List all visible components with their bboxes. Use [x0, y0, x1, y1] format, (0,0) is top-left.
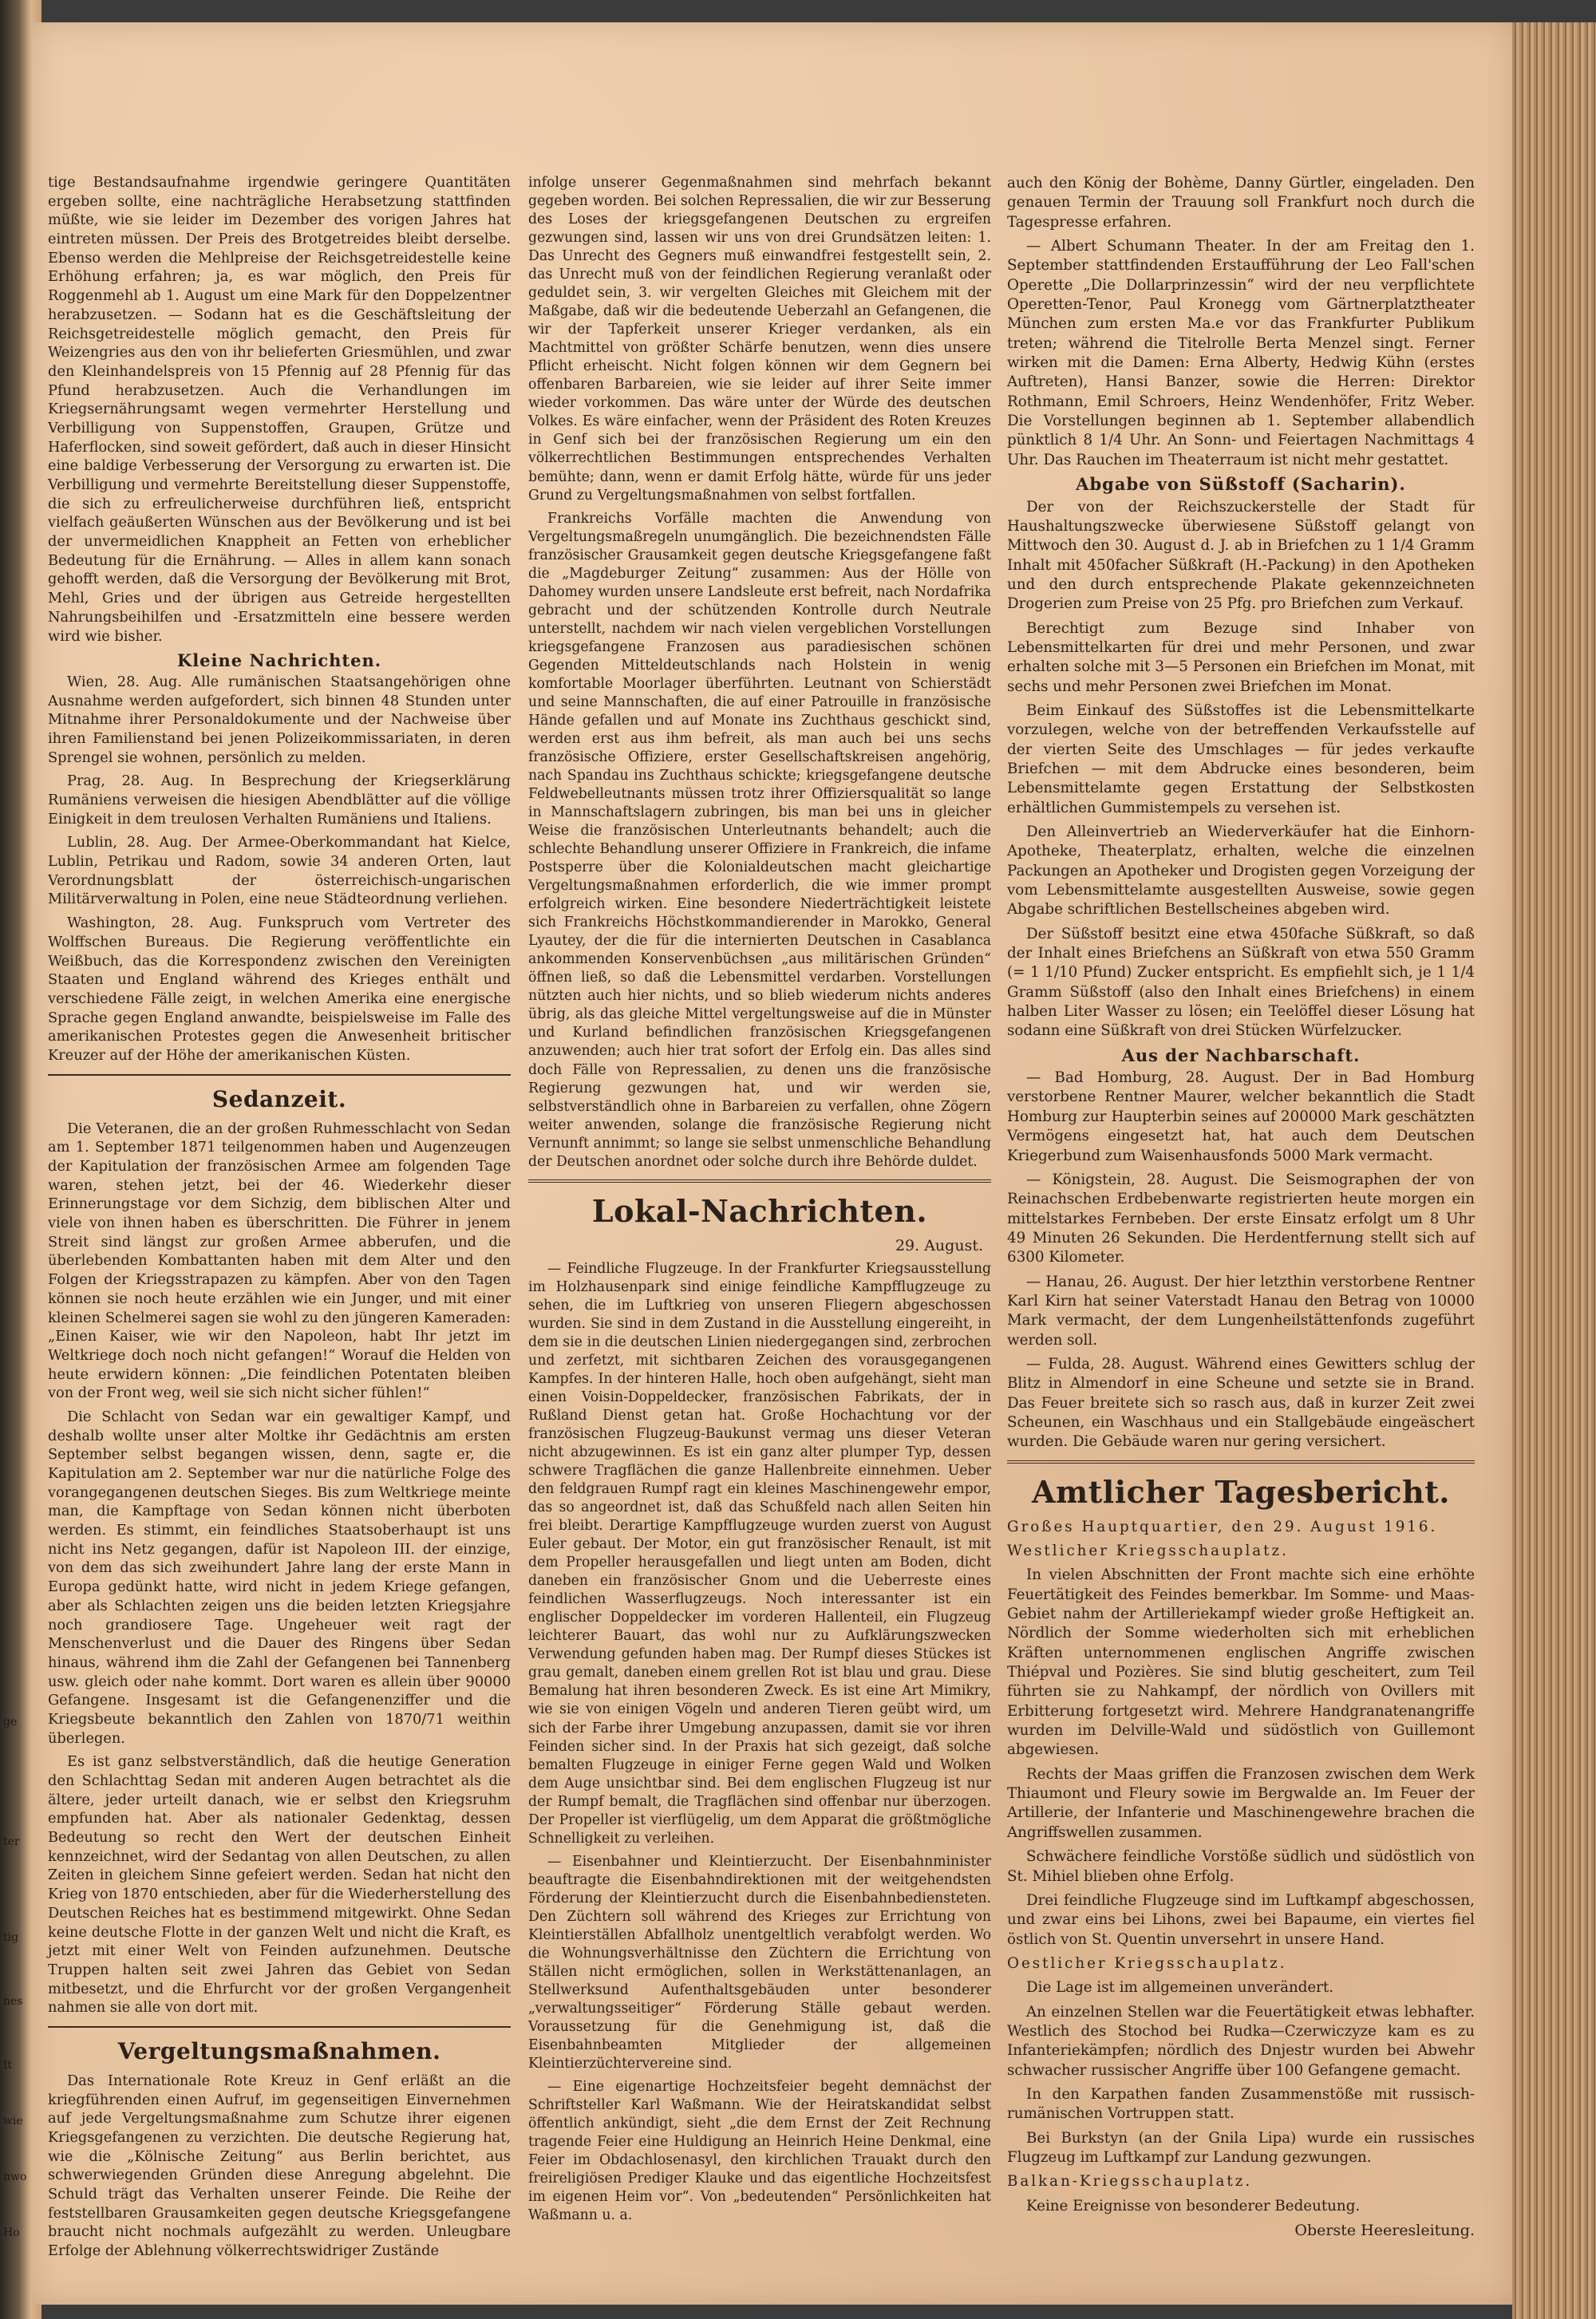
- section-heading-vergeltungsmassnahmen: Vergeltungsmaßnahmen.: [117, 2037, 441, 2064]
- section-heading-kleine-nachrichten: Kleine Nachrichten.: [176, 650, 382, 671]
- article-paragraph: Das Internationale Rote Kreuz in Genf erläßt an die kriegführenden einen Aufruf, im gegenseitigen Einvernehmen auf jede Vergeltungsmaßnahme zum Schutze ihrer eigenen Kriegsgefangenen zu verzichten. Die deutsche Regierung hat, wie die „Kölnische Zeitung“ aus Berlin berichtet, aus schwerwiegenden Gründen diese Anregung abgelehnt. Die Schuld trägt das Verhalten unserer Feinde. Die Reihe der feststellbaren Grausamkeiten gegen deutsche Kriegsgefangene braucht nicht nochmals aufgezählt zu werden. Unleugbare Erfolge der Ablehnung völkerrechtswidriger Zustände: [48, 2072, 511, 2260]
- article-continuation: tige Bestandsaufnahme irgendwie geringere Quantitäten ergeben sollte, eine nachträgliche Herabsetzung stattfinden müßte, wie sie leider im Dezember des vorigen Jahres hat eintreten müssen. Der Preis des Brotgetreides bleibt derselbe. Ebenso werden die Mehlpreise der Reichsgetreidestelle keine Erhöhung erfahren; ja, es war möglich, den Preis für Roggenmehl ab 1. August um eine Mark für den Doppelzentner herabzusetzen. — Sodann hat es die Geschäftsleitung der Reichsgetreidestelle möglich gemacht, den Preis für Weizengries aus den von ihr belieferten Griesmühlen, und zwar den Kleinhandelspreis von 15 Pfennig auf 28 Pfennig für das Pfund herabzusetzen. Auch die Verhandlungen im Kriegsernährungsamt wegen vermehrter Herstellung und Verbilligung von Suppenstoffen, Graupen, Grütze und Haferflocken, sind soweit gefördert, daß auch in dieser Hinsicht eine baldige Verbesserung der Versorgung zu erwarten ist. Die Verbilligung und vermehrte Bereitstellung dieser Suppenstoffe, die sich zu erfreulicherweise durchführen ließ, entspricht vielfach geäußerten Wünschen aus der Bevölkerung und ist bei der unvermeidlichen Knappheit an Fetten von erheblicher Bedeutung für die Ernährung. — Alles in allem kann sonach gehofft werden, daß die Versorgung der Bevölkerung mit Brot, Mehl, Gries und der übrigen aus Getreide hergestellten Nahrungsbeihilfen und -Ersatzmitteln eine bessere werden wird wie bisher.: [48, 175, 511, 645]
- report-paragraph: Schwächere feindliche Vorstöße südlich und südöstlich von St. Mihiel blieben ohne Erfolg.: [1007, 1848, 1475, 1885]
- article-paragraph: Den Alleinvertrieb an Wiederverkäufer hat die Einhorn-Apotheke, Theaterplatz, erhalten, welche die einzelnen Packungen an Apotheker und Drogisten gegen Vorzeigung der vom Lebensmittelamte ausgestellten Ausweise, sowie gegen Abgabe schriftlichen Bestellscheines abgeben wird.: [1007, 824, 1475, 919]
- page-edges-right: [1512, 22, 1596, 2319]
- section-heading-lokal-nachrichten: Lokal-Nachrichten.: [591, 1192, 928, 1229]
- article-paragraph: Der Süßstoff besitzt eine etwa 450fache Süßkraft, so daß der Inhalt eines Briefchens an Süßkraft von etwa 550 Gramm (= 1 1/10 Pfund) Zucker entspricht. Es empfiehlt sich, je 1 1/4 Gramm Süßstoff (also den Inhalt eines Briefchens) in einem halben Liter Wasser zu lösen; ein Teelöffel dieser Lösung hat sodann eine Süßkraft von drei Stücken Würfelzucker.: [1007, 925, 1475, 1040]
- spine-fragment: tig: [3, 1931, 19, 1944]
- news-item: — Feindliche Flugzeuge. In der Frankfurter Kriegsausstellung im Holzhausenpark sind einige feindliche Kampfflugzeuge zu sehen, die im Luftkrieg von unseren Fliegern abgeschossen wurden. Sie sind in dem Zustand in die Ausstellung eingereiht, in dem sie in die deutschen Linien niedergegangen sind, zerbrochen und zerfetzt, mit sichtbaren Zeichen des vorausgegangenen Kampfes. In der hinteren Halle, hoch oben aufgehängt, sieht man einen Voisin-Doppeldecker, französischen Fabrikats, der in Rußland Dienst getan hat. Große Hochachtung vor der französischen Flugzeug-Baukunst vermag uns dieser Veteran nicht abzugewinnen. Es ist ein ganz alter plumper Typ, dessen schwere Tragflächen die ganze Hallenbreite einnehmen. Ueber den feldgrauen Rumpf ragt ein kleines Maschinengewehr empor, das so angeordnet ist, daß das Schußfeld nach allen Seiten hin frei bleibt. Derartige Kampfflugzeuge wurden zuerst von August Euler gebaut. Der Motor, ein gut französischer Renault, ist mit dem Propeller herausgefallen und liegt unten am Boden, dicht daneben ein französischer Gnom und die Ueberreste eines feindlichen Wasserflugzeugs. Noch interessanter ist ein englischer Doppeldecker im vorderen Hallenteil, ein Flugzeug leichterer Bauart, das wohl nur zu Aufklärungszwecken Verwendung gefunden haben mag. Der Rumpf dieses Stückes ist grau gemalt, daneben einem grellen Rot ist blau und grau. Diese Bemalung hat ihren besonderen Zweck. Es ist eine Art Mimikry, wie sie von einigen Vögeln und anderen Tieren geübt wird, um sich der Farbe ihrer Umgebung anzupassen, damit sie vor ihren Feinden sicher sind. In der Praxis hat sich gezeigt, daß solche bemalten Flugzeuge in einiger Ferne gegen Wald und Wolken dem Auge unsichtbar sind. Bei dem englischen Flugzeug ist nur der Rumpf bemalt, die Tragflächen sind offenbar nur überzogen. Der Propeller ist vierflügelig, um dem Apparat die größtmögliche Schnelligkeit zu verleihen.: [528, 1260, 991, 1847]
- spine-fragment: ter: [3, 1835, 20, 1848]
- newspaper-page: [32, 22, 1512, 2305]
- news-item: — Hanau, 26. August. Der hier letzthin verstorbene Rentner Karl Kirn hat seiner Vaterstadt Hanau den Betrag von 10000 Mark vermacht, der dem Lungenheilstättenfonds zugeführt werden soll.: [1007, 1273, 1475, 1349]
- report-headline: Großes Hauptquartier, den 29. August 1916.: [1007, 1518, 1438, 1535]
- report-paragraph: Die Lage ist im allgemeinen unverändert.: [1026, 1979, 1334, 1997]
- divider: [48, 1074, 511, 1076]
- spine-fragment: nes: [3, 1995, 23, 2008]
- article-continuation: infolge unserer Gegenmaßnahmen sind mehrfach bekannt gegeben worden. Bei solchen Repressalien, die wir zur Besserung des Loses der kriegsgefangenen Deutschen zu ergreifen gezwungen sind, lassen wir uns von drei Grundsätzen leiten: 1. Das Unrecht des Gegners muß einwandfrei festgestellt sein, 2. das Unrecht muß von der feindlichen Regierung veranlaßt oder geduldet sein, 3. wir vergelten Gleiches mit Gleichem mit der Maßgabe, daß wir die bedeutende Ueberzahl an Gefangenen, die wir der Tapferkeit unserer Krieger verdanken, als ein Machtmittel von größter Schärfe benutzen, wenn dies unsere Pflicht erheischt. Nicht folgen können wir dem Gegnern bei offenbaren Barbareien, wie sie leider auf ihrer Seite immer wieder vorkommen. Das wäre unter der Würde des deutschen Volkes. Es wäre einfacher, wenn der Präsident des Roten Kreuzes in Genf sich bei der französischen Regierung um ein den völkerrechtlichen Bestimmungen entsprechendes Verhalten bemühte; dann, wenn er damit Erfolg hätte, würde für uns jeder Grund zu Vergeltungsmaßnahmen von selbst fortfallen.: [528, 175, 991, 504]
- article-paragraph: Beim Einkauf des Süßstoffes ist die Lebensmittelkarte vorzulegen, welche von der betreffenden Verkaufsstelle auf der vierten Seite des Umschlages — für jedes verkaufte Briefchen — mit dem Abdrucke eines besonderen, beim Lebensmittelamte gegen Erstattung der Selbstkosten erhältlichen Gummistempels zu versehen ist.: [1007, 701, 1475, 816]
- front-heading-balkan: Balkan-Kriegsschauplatz.: [1007, 2173, 1253, 2191]
- news-item: — Eine eigenartige Hochzeitsfeier begeht demnächst der Schriftsteller Karl Waßmann. Wie der Heiratskandidat selbst öffentlich ankündigt, sieht „die dem Ernst der Zeit Rechnung tragende Feier eine Huldigung an Heinrich Heine Denkmal, eine Feier im Obdachlosenasyl, den kirchlichen Trauakt durch den freireligiösen Prediger Klauke und das eigentliche Hochzeitsfest im eigenen Heim vor“. Von „bedeutenden“ Persönlichkeiten hat Waßmann u. a.: [528, 2079, 991, 2224]
- column-3: [1007, 174, 1475, 2240]
- report-paragraph: In vielen Abschnitten der Front machte sich eine erhöhte Feuertätigkeit des Feindes bemerkbar. Im Somme- und Maas-Gebiet nahm der Artilleriekampf wieder große Heftigkeit an. Nördlich der Somme wiederholten sich mit erheblichen Kräften unternommenen englischen Angriffe zwischen Thiépval und Pozières. Sie sind blutig gescheitert, zum Teil führten sie zu Nahkampf, der nördlich von Ovillers mit Erbitterung fortgesetzt wird. Mehrere Handgranatenangriffe wurden im Delville-Wald und südöstlich von Guillemont abgewiesen.: [1007, 1566, 1475, 1759]
- news-item: — Eisenbahner und Kleintierzucht. Der Eisenbahnminister beauftragte die Eisenbahndirektionen mit der weitgehendsten Förderung der Kleintierzucht durch die Eisenbahnbediensteten. Den Züchtern soll während des Krieges zur Errichtung von Kleintierställen Abfallholz unentgeltlich verabfolgt werden. Wo die Wohnungsverhältnisse den Züchtern die Errichtung von Ställen nicht ermöglichen, sollen in Werkstättenanlagen, an Stellwerksund Aufenthaltsgebäuden unter besonderer „verwaltungsseitiger“ Förderung Ställe gebaut werden. Voraussetzung für die Genehmigung ist, daß die Eisenbahnbeamten Mitglieder der allgemeinen Kleintierzüchtervereine sind.: [528, 1853, 991, 2072]
- article-paragraph: Die Schlacht von Sedan war ein gewaltiger Kampf, und deshalb wollte unser alter Moltke ihr Gedächtnis am ersten September selbst begangen wissen, denn, sagte er, die Kapitulation am 2. September war nur die natürliche Folge des vorangegangenen deutschen Sieges. Bis zum Weltkriege meinte man, die Kampftage von Sedan können nicht überboten werden. Es stimmt, ein feindliches Staatsoberhaupt ist uns nicht ins Netz gegangen, dafür ist Napoleon III. der einzige, von dem das sich zweihundert Jahre lang der erste Mann in Europa gedünkt hatte, wird nicht in jedem Kriege gefangen, aber als Schlachten zeigen uns die beiden letzten Kriegsjahre noch grandiosere Tage. Ungeheuer weit ragt der Menschenverlust und die Dauer des Ringens über Sedan hinaus, während ihm die Zahl der Gefangenen bei Tannenberg usw. gleich oder nahe kommt. Dort waren es allein über 90000 Gefangene. Insgesamt ist die Gefangenenziffer und die Kriegsbeute bekanntlich den Zahlen von 1870/71 weithin überlegen.: [48, 1408, 511, 1747]
- news-item: Washington, 28. Aug. Funkspruch vom Vertreter des Wolffschen Bureaus. Die Regierung veröffentlichte ein Weißbuch, das die Korrespondenz zwischen den Vereinigten Staaten und England während des Krieges enthält und verschiedene Fälle zeigt, in welchen Amerika eine energische Sprache gegen England anwandte, beispielsweise im Falle des amerikanischen Protestes gegen die Anwesenheit britischer Kreuzer auf der Höhe der amerikanischen Küsten.: [48, 915, 511, 1064]
- article-paragraph: Berechtigt zum Bezuge sind Inhaber von Lebensmittelkarten für drei und mehr Personen, und zwar erhalten solche mit 3—5 Personen ein Briefchen im Monat, mit sechs und mehr Personen zwei Briefchen im Monat.: [1007, 619, 1475, 695]
- column-1: [48, 174, 511, 2266]
- news-item: — Albert Schumann Theater. In der am Freitag den 1. September stattfindenden Erstaufführung der Leo Fall'schen Operette „Die Dollarprinzessin“ wird der neu verpflichtete Operetten-Tenor, Paul Kronegg vom Gärtnerplatztheater München zum ersten Ma.e vor das Frankfurter Publikum treten; während die Titelrolle Berta Menzel singt. Ferner wirken mit die Damen: Erna Alberty, Hedwig Kühn (erstes Auftreten), Hansi Banzer, sowie die Herren: Direktor Rothmann, Emil Schroers, Heinz Wendenhöfer, Fritz Weber. Die Vorstellungen beginnen ab 1. September allabendlich pünktlich 8 1/4 Uhr. An Sonn- und Feiertagen Nachmittags 4 Uhr. Das Rauchen im Theaterraum ist nicht mehr gestattet.: [1007, 238, 1475, 468]
- divider: [1007, 1460, 1475, 1464]
- spine-fragment: It: [3, 2059, 13, 2072]
- article-paragraph: Es ist ganz selbstverständlich, daß die heutige Generation den Schlachttag Sedan mit anderen Augen betrachtet als die ältere, jeder urteilt danach, wie er selbst den Kriegsruhm empfunden hat. Aber als nationaler Gedenktag, dessen Bedeutung so recht den Wert der deutschen Einheit kennzeichnet, wird der Sedantag von allen Deutschen, zu allen Zeiten in gleichem Sinne gefeiert werden. Sedan hat nicht den Krieg von 1870 entschieden, aber für die Wiederherstellung des Deutschen Reiches hat es bestimmend mitgewirkt. Ohne Sedan keine deutsche Flotte in der ganzen Welt und nicht die Kraft, es jetzt mit einer Welt von Feinden aufzunehmen. Deutsche Truppen halten seit zwei Jahren das Gebiet von Sedan mitbesetzt, und die Ehrfurcht vor der großen Vergangenheit nahmen sie alle von dort mit.: [48, 1754, 511, 2017]
- front-heading-west: Westlicher Kriegsschauplatz.: [1007, 1543, 1289, 1559]
- column-2: [528, 174, 991, 2230]
- report-paragraph: An einzelnen Stellen war die Feuertätigkeit etwas lebhafter. Westlich des Stochod bei Rudka—Czerwiczyze kam es zu Infanteriekämpfen; nördlich des Dnjestr wurden bei Abwehr schwacher russischer Angriffe über 100 Gefangene gemacht.: [1007, 2003, 1475, 2079]
- section-heading-amtlicher-tagesbericht: Amtlicher Tagesbericht.: [1032, 1473, 1450, 1510]
- report-paragraph: Rechts der Maas griffen die Franzosen zwischen dem Werk Thiaumont und Fleury sowie im Bergwalde an. Im Feuer der Artillerie, der Infanterie und Maschinengewehre brachen die Angriffswellen zusammen.: [1007, 1765, 1475, 1841]
- report-paragraph: Bei Burkstyn (an der Gnila Lipa) wurde ein russisches Flugzeug im Luftkampf zur Landung gezwungen.: [1007, 2129, 1475, 2166]
- article-paragraph: Der von der Reichszuckerstelle der Stadt für Haushaltungszwecke überwiesene Süßstoff gelangt von Mittwoch den 30. August d. J. ab in Briefchen zu 1 1/4 Gramm Inhalt mit 450facher Süßkraft (H.-Packung) in den Apotheken und den durch entsprechende Plakate gekennzeichneten Drogerien zum Preise von 25 Pfg. pro Briefchen zum Verkauf.: [1007, 498, 1475, 613]
- report-signature: Oberste Heeresleitung.: [1294, 2222, 1475, 2239]
- spine-fragment: nwo: [3, 2171, 27, 2183]
- spine-fragment: ge: [3, 1716, 18, 1728]
- section-heading-nachbarschaft: Aus der Nachbarschaft.: [1121, 1045, 1361, 1065]
- report-paragraph: Drei feindliche Flugzeuge sind im Luftkampf abgeschossen, und zwar eins bei Lihons, zwei bei Bapaume, ein viertes fiel östlich von St. Quentin unversehrt in unsere Hand.: [1007, 1891, 1475, 1948]
- section-heading-suessstoff: Abgabe von Süßstoff (Sacharin).: [1076, 474, 1406, 495]
- article-paragraph: Die Veteranen, die an der großen Ruhmesschlacht von Sedan am 1. September 1871 teilgenommen haben und Augenzeugen der Kapitulation der französischen Armee am folgenden Tage waren, stehen jetzt, bei der 46. Wiederkehr dieser Erinnerungstage vor dem Sichzig, dem biblischen Alter und viele von ihnen haben es überschritten. Die Führer in jenem Streit sind längst zur großen Armee abberufen, und die überlebenden Kombattanten haben mit dem Alter und den Folgen der Kriegsstrapazen zu kämpfen. Aber von den Tagen können sie noch heute erzählen wie ein Junger, und mit einer kleinen Schelmerei sagen sie wohl zu den jüngeren Kameraden: „Einen Kaiser, wie wir den Napoleon, habt Ihr jetzt im Weltkriege doch noch nicht gefangen!“ Worauf die Helden von heute erwidern können: „Die feindlichen Potentaten bleiben von der Front weg, weil sie sich nicht sicher fühlen!“: [48, 1120, 511, 1402]
- report-paragraph: Keine Ereignisse von besonderer Bedeutung.: [1026, 2197, 1361, 2214]
- article-continuation: auch den König der Bohème, Danny Gürtler, eingeladen. Den genauen Termin der Trauung soll Frankfurt noch durch die Tagespresse erfahren.: [1007, 175, 1475, 231]
- report-paragraph: In den Karpathen fanden Zusammenstöße mit russisch-rumänischen Vortruppen statt.: [1007, 2085, 1475, 2123]
- spine-fragment: Ho: [3, 2226, 20, 2239]
- spine-fragment: wie: [3, 2115, 23, 2127]
- section-heading-sedanzeit: Sedanzeit.: [211, 1085, 347, 1112]
- front-heading-east: Oestlicher Kriegsschauplatz.: [1007, 1954, 1287, 1972]
- news-item: — Bad Homburg, 28. August. Der in Bad Homburg verstorbene Rentner Maurer, welcher bekanntlich die Stadt Homburg zur Haupterbin seines auf 200000 Mark geschätzten Vermögens eingesetzt hat, hat auch dem Deutschen Kriegerbund zum Waisenhausfonds 5000 Mark vermacht.: [1007, 1069, 1475, 1164]
- dateline: 29. August.: [895, 1236, 983, 1254]
- divider: [528, 1179, 991, 1183]
- news-item: — Königstein, 28. August. Die Seismographen der von Reinachschen Erdbebenwarte registrierten heute morgen ein mittelstarkes Fernbeben. Der erste Einsatz erfolgt um 8 Uhr 49 Minuten 26 Sekunden. Die Herdentfernung stellt sich auf 6300 Kilometer.: [1007, 1171, 1475, 1266]
- news-item: Lublin, 28. Aug. Der Armee-Oberkommandant hat Kielce, Lublin, Petrikau und Radom, sowie 34 anderen Orten, laut Verordnungsblatt der österreichisch-ungarischen Militärverwaltung in Polen, eine neue Städteordnung verliehen.: [48, 835, 511, 908]
- news-item: Wien, 28. Aug. Alle rumänischen Staatsangehörigen ohne Ausnahme werden aufgefordert, sich binnen 48 Stunden unter Mitnahme ihrer Personaldokumente und der Nachweise über ihren Familienstand bei jenen Polizeikommissariaten, in deren Sprengel sie wohnen, persönlich zu melden.: [48, 674, 511, 766]
- article-paragraph: Frankreichs Vorfälle machten die Anwendung von Vergeltungsmaßregeln unumgänglich. Die bezeichnendsten Fälle französischer Grausamkeit gegen deutsche Kriegsgefangene faßt die „Magdeburger Zeitung“ zusammen: Aus der Hölle von Dahomey wurden unsere Landsleute erst befreit, nach Nordafrika gebracht und der schützenden Kontrolle durch Neutrale unterstellt, nachdem wir nach vielen vergeblichen Vorstellungen kriegsgefangene Franzosen aus paradiesischen schönen Gegenden Mitteldeutschlands nach Holstein in wenig komfortable Moorlager überführten. Leutnant von Schierstädt und seine Mannschaften, die auf einer Patrouille in französische Hände gefallen und auf Monate ins Zuchthaus geschickt sind, werden erst aus ihm befreit, als man auch bei uns sechs französische Offiziere, erster Gesellschaftskreisen angehörig, nach Spandau ins Zuchthaus schickte; kriegsgefangene deutsche Feldwebelleutnants müssen trotz ihrer Offiziersqualität so lange in Mannschaftslagern zubringen, bis man bei uns in gleicher Weise die französischen Unterleutnants behandelt; auch die schlechte Behandlung unserer Offiziere in Frankreich, die infame Postsperre über die Kolonialdeutschen macht gleichartige Vergeltungsmaßnahmen erforderlich, die wie immer prompt erfolgreich wirken. Eine besondere Niederträchtigkeit leistete sich Frankreichs Höchstkommandierender in Marokko, General Lyautey, der die für die internierten Deutschen in Casablanca ankommenden Konservenbüchsen „aus militärischen Gründen“ öffnen ließ, so daß die Lebensmittel verdarben. Vorstellungen nützten auch hier nichts, und so blieb wiederum nichts anderes übrig, als das gleiche Mittel vergeltungsweise auf die in Münster und Kurland befindlichen französischen Kriegsgefangenen anzuwenden; auch hier trat sofort der Erfolg ein. Das alles sind doch Fälle von Repressalien, zu denen uns die französische Regierung gezwungen hat, und wir werden sie, selbstverständlich ohne in Barbareien zu verfallen, ohne Zögern weiter anwenden, solange die französische Regierung nicht Vernunft annimmt; so lange sie selbst unmenschliche Behandlung der Deutschen anordnet oder solche durch ihre Behörde duldet.: [528, 510, 991, 1170]
- divider: [48, 2026, 511, 2028]
- news-item: Prag, 28. Aug. In Besprechung der Kriegserklärung Rumäniens verweisen die hiesigen Abendblätter auf die völlige Einigkeit in dem treulosen Verhalten Rumäniens und Italiens.: [48, 773, 511, 828]
- news-item: — Fulda, 28. August. Während eines Gewitters schlug der Blitz in Almendorf in eine Scheune und setzte sie in Brand. Das Feuer breitete sich so rasch aus, daß in kurzer Zeit zwei Scheunen, ein Waschhaus und ein Stallgebäude eingeäschert wurden. Die Gebäude waren nur gering versichert.: [1007, 1355, 1475, 1451]
